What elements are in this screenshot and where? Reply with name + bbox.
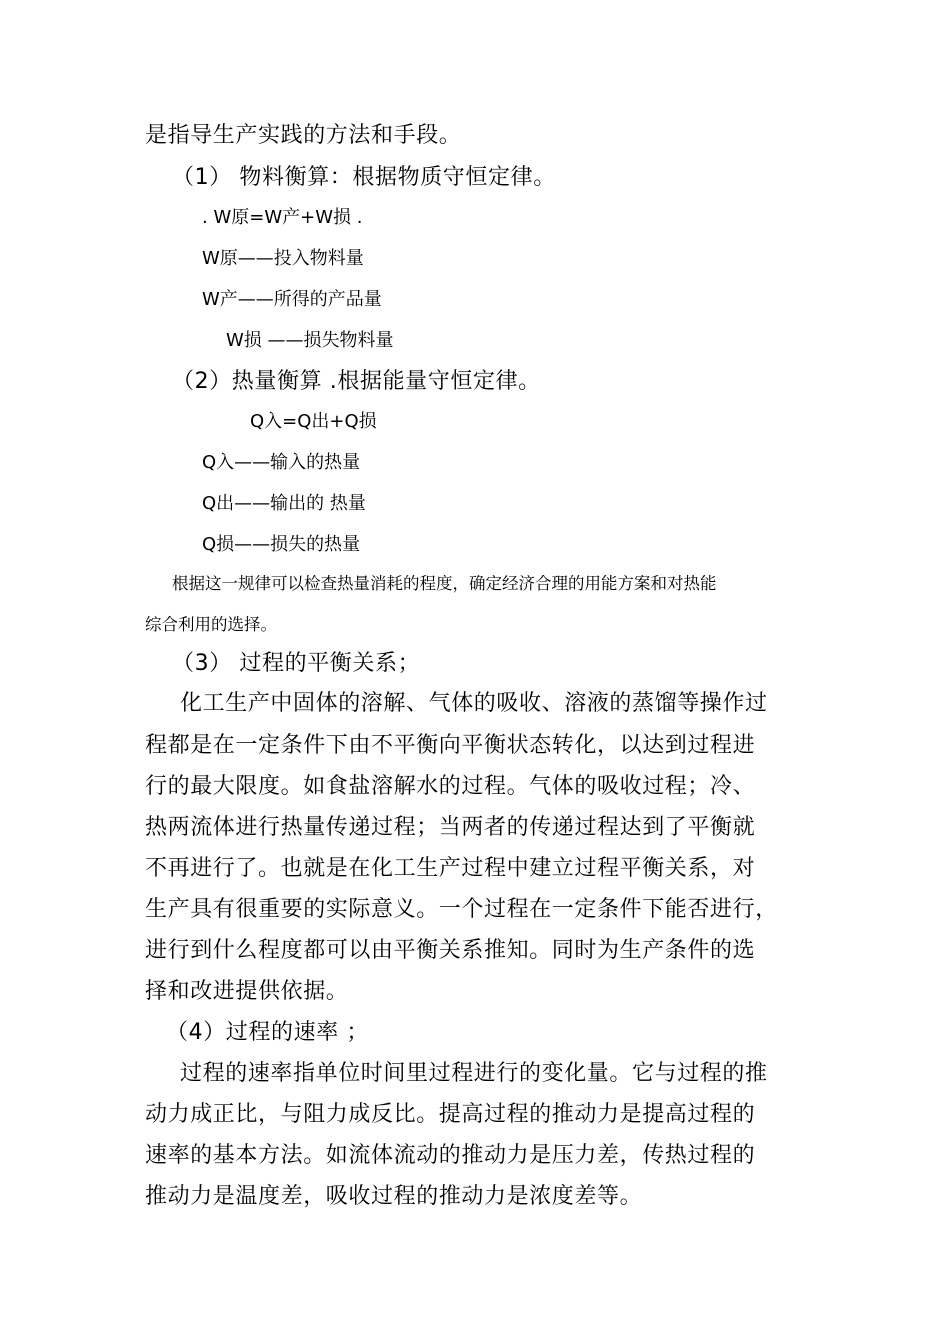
material-def-loss: W损 ——损失物料量 [226, 330, 394, 351]
rate-paragraph-line: 动力成正比，与阻力成反比。提高过程的推动力是提高过程的 [145, 1102, 756, 1127]
equilibrium-paragraph-line: 择和改进提供依据。 [145, 979, 349, 1004]
equilibrium-paragraph-line: 进行到什么程度都可以由平衡关系推知。同时为生产条件的选 [145, 938, 756, 963]
heat-balance-formula: Q入=Q出+Q损 [250, 411, 377, 432]
heat-note-line: 根据这一规律可以检查热量消耗的程度，确定经济合理的用能方案和对热能 [172, 574, 717, 593]
heat-def-loss: Q损——损失的热量 [202, 534, 361, 555]
equilibrium-paragraph-line: 程都是在一定条件下由不平衡向平衡状态转化，以达到过程进 [145, 733, 756, 758]
rate-paragraph-line: 推动力是温度差，吸收过程的推动力是浓度差等。 [145, 1184, 643, 1209]
equilibrium-paragraph-line: 化工生产中固体的溶解、气体的吸收、溶液的蒸馏等操作过 [180, 691, 768, 716]
material-balance-heading: （1） 物料衡算：根据物质守恒定律。 [172, 165, 556, 190]
equilibrium-paragraph-line: 热两流体进行热量传递过程；当两者的传递过程达到了平衡就 [145, 815, 756, 840]
material-def-input: W原——投入物料量 [202, 248, 364, 269]
heat-note-line: 综合利用的选择。 [145, 615, 277, 634]
rate-paragraph-line: 过程的速率指单位时间里过程进行的变化量。它与过程的推 [180, 1061, 768, 1086]
intro-line: 是指导生产实践的方法和手段。 [145, 123, 462, 148]
rate-heading: （4）过程的速率 ； [166, 1020, 369, 1045]
material-def-product: W产——所得的产品量 [202, 289, 382, 310]
material-balance-formula: . W原=W产+W损 . [202, 207, 363, 228]
heat-def-output: Q出——输出的 热量 [202, 493, 366, 514]
equilibrium-paragraph-line: 行的最大限度。如食盐溶解水的过程。气体的吸收过程；冷、 [145, 774, 756, 799]
rate-paragraph-line: 速率的基本方法。如流体流动的推动力是压力差，传热过程的 [145, 1143, 756, 1168]
equilibrium-paragraph-line: 生产具有很重要的实际意义。一个过程在一定条件下能否进行， [145, 897, 778, 922]
heat-def-input: Q入——输入的热量 [202, 452, 361, 473]
equilibrium-paragraph-line: 不再进行了。也就是在化工生产过程中建立过程平衡关系，对 [145, 856, 756, 881]
heat-balance-heading: （2）热量衡算 .根据能量守恒定律。 [172, 369, 541, 394]
equilibrium-heading: （3） 过程的平衡关系； [172, 651, 421, 676]
